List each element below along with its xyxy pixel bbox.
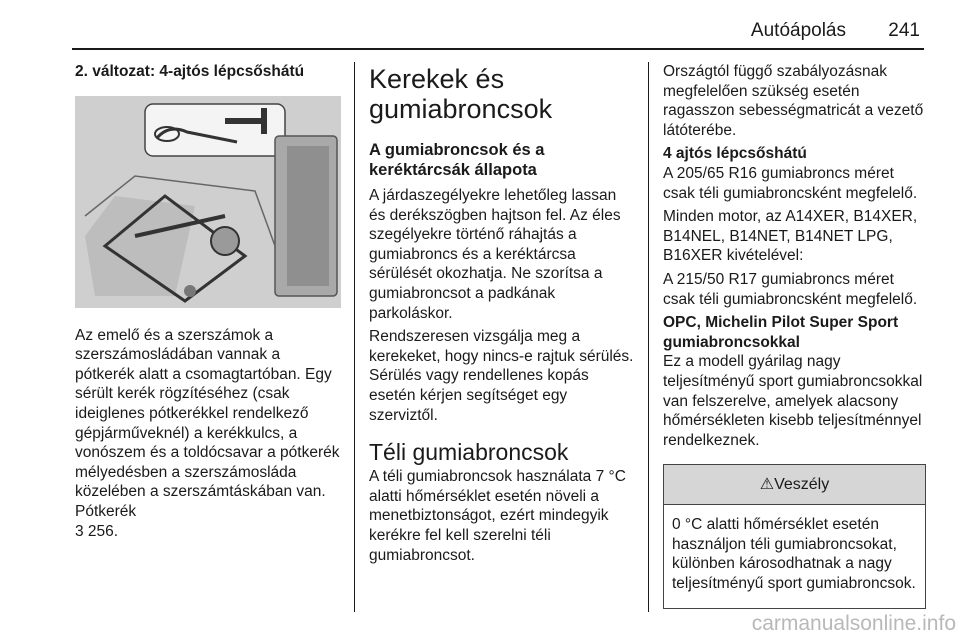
column-divider-1	[354, 62, 355, 612]
speed-sticker-paragraph: Országtól függő szabályozásnak megfelelően szükség esetén ragasszon sebességmatricát a vezető látóterébe.	[663, 63, 924, 139]
condition-heading: A gumiabroncsok és a keréktárcsák állapota	[369, 141, 545, 179]
column-left	[75, 62, 343, 541]
reference-text: 3 256.	[75, 522, 119, 540]
site-watermark: carmanualsonline.info	[751, 612, 956, 635]
opc-paragraph: Ez a modell gyárilag nagy teljesítményű sport gumiabroncsokkal van felszerelve, amelyek alacsony hőmérsékleten kisebb teljesítménnyel rendelkeznek.	[663, 353, 923, 449]
toolkit-description: Az emelő és a szerszámok a szerszámosládában vannak a pótkerék alatt a csomagtartóban. Egy sérült kerék rögzítéséhez (csak ideiglenes pótkerékkel rendelkező gépjárműveknél) a kerékkulcs, a vonószem és a toldócsavar a pótkerék mélyedésben a szerszámosláda közelében a szerszámtáskában van. Pótkerék	[75, 326, 340, 520]
danger-header	[664, 465, 925, 505]
column-middle	[369, 62, 635, 569]
engine-exception-paragraph: Minden motor, az A14XER, B14XER, B14NEL, B14NET, B14NET LPG, B16XER kivételével:	[663, 208, 918, 265]
danger-box	[663, 464, 926, 608]
inspection-paragraph: Rendszeresen vizsgálja meg a kerekeket, hogy nincs-e rajtuk sérülés. Sérülés vagy rendellenes kopás esetén kérjen segítséget egy szerviztől.	[369, 328, 634, 424]
opc-heading: OPC, Michelin Pilot Super Sport gumiabroncsokkal	[663, 314, 899, 351]
size-r17-paragraph: A 215/50 R17 gumiabroncs méret csak téli gumiabroncsként megfelelő.	[663, 270, 918, 308]
danger-body: 0 °C alatti hőmérséklet esetén használjon téli gumiabroncsokat, különben károsodhatnak a nagy teljesítményű sport gumiabroncsok.	[672, 516, 916, 593]
sedan-heading: 4 ajtós lépcsőshátú	[663, 145, 807, 163]
header-rule	[72, 48, 924, 50]
page-number: 241	[888, 20, 920, 41]
toolkit-figure	[75, 96, 341, 308]
size-r16-paragraph: A 205/65 R16 gumiabroncs méret csak téli gumiabroncsként megfelelő.	[663, 164, 918, 202]
curb-paragraph: A járdaszegélyekre lehetőleg lassan és derékszögben hajtson fel. Az éles szegélyekre történő ráhajtás a gumiabroncs és a keréktárcsa sérülését okozhatja. Ne szorítsa a gumiabroncsot a padkának parkoláskor.	[369, 187, 621, 322]
variant-heading: 2. változat: 4-ajtós lépcsőshátú	[75, 63, 305, 80]
column-right	[663, 62, 926, 609]
winter-tyres-title: Téli gumiabroncsok	[369, 439, 569, 466]
danger-title: Veszély	[774, 476, 830, 494]
column-divider-2	[648, 62, 649, 612]
warning-triangle-icon: ⚠	[759, 476, 775, 494]
chapter-title: Kerekek és gumiabroncsok	[369, 64, 553, 124]
winter-tyres-paragraph: A téli gumiabroncsok használata 7 °C alatti hőmérséklet esetén növeli a menetbiztonságot, ezért mindegyik kerékre fel kell szerelni téli gumiabroncsot.	[369, 468, 626, 564]
section-title: Autóápolás	[750, 20, 846, 41]
toolkit-illustration	[75, 96, 341, 308]
page-header	[72, 20, 924, 50]
page-reference	[75, 522, 343, 542]
